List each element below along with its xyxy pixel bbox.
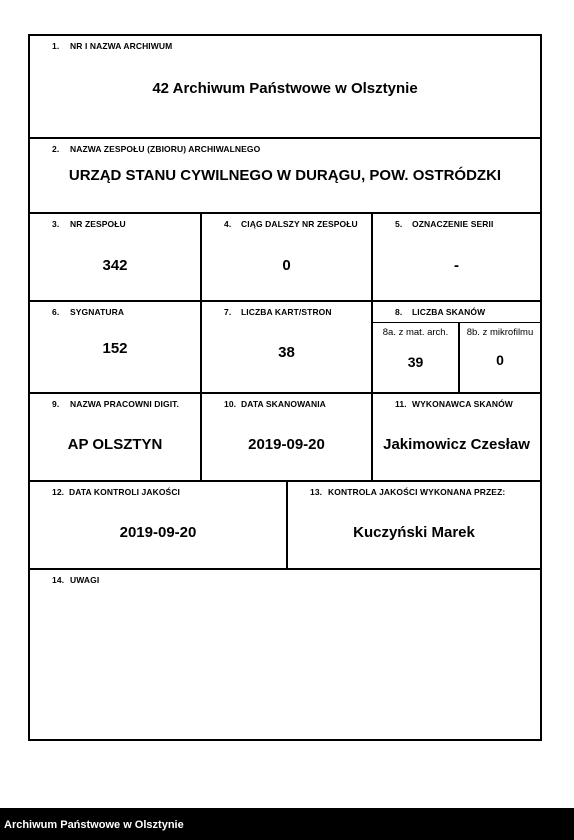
field-number: 3. bbox=[52, 219, 60, 229]
continuation-value: 0 bbox=[282, 257, 291, 274]
page-count-value: 38 bbox=[278, 344, 295, 361]
field-number: 4. bbox=[224, 219, 232, 229]
scan-microfilm-subcell bbox=[458, 323, 540, 392]
collection-number-label: NR ZESPOŁU bbox=[70, 219, 126, 229]
quality-inspector-cell bbox=[286, 482, 540, 568]
signature-label: SYGNATURA bbox=[70, 307, 125, 317]
archive-row bbox=[30, 36, 540, 139]
studio-value: AP OLSZTYN bbox=[67, 436, 163, 453]
footer-text: Archiwum Państwowe w Olsztynie bbox=[4, 819, 184, 831]
notes-cell bbox=[30, 570, 540, 739]
series-label: OZNACZENIE SERII bbox=[412, 219, 494, 229]
notes-label: UWAGI bbox=[70, 575, 100, 585]
scan-date-cell bbox=[200, 394, 371, 480]
continuation-cell bbox=[200, 214, 371, 300]
collection-number-row bbox=[30, 214, 540, 302]
field-number: 12. bbox=[52, 487, 65, 497]
scanner-value: Jakimowicz Czesław bbox=[383, 436, 530, 453]
scan-date-value: 2019-09-20 bbox=[248, 436, 325, 453]
series-cell bbox=[371, 214, 540, 300]
page-count-cell bbox=[200, 302, 371, 392]
collection-number-cell bbox=[30, 214, 200, 300]
collection-number-value: 342 bbox=[102, 257, 128, 274]
scan-archive-value: 39 bbox=[407, 354, 424, 370]
quality-date-label: DATA KONTROLI JAKOŚCI bbox=[69, 487, 181, 497]
page-count-label: LICZBA KART/STRON bbox=[241, 307, 332, 317]
field-number: 2. bbox=[52, 144, 60, 154]
field-number: 13. bbox=[310, 487, 323, 497]
signature-value: 152 bbox=[102, 340, 128, 357]
archive-cell bbox=[30, 36, 540, 137]
collection-cell bbox=[30, 139, 540, 212]
scan-date-label: DATA SKANOWANIA bbox=[241, 399, 326, 409]
collection-row bbox=[30, 139, 540, 214]
field-number: 9. bbox=[52, 399, 60, 409]
quality-inspector-value: Kuczyński Marek bbox=[353, 524, 475, 541]
studio-label: NAZWA PRACOWNI DIGIT. bbox=[70, 399, 179, 409]
archive-value: 42 Archiwum Państwowe w Olsztynie bbox=[152, 80, 418, 97]
quality-inspector-label: KONTROLA JAKOŚCI WYKONANA PRZEZ: bbox=[328, 487, 506, 497]
collection-value: URZĄD STANU CYWILNEGO W DURĄGU, POW. OSTRÓDZKI bbox=[68, 167, 502, 184]
field-number: 5. bbox=[395, 219, 403, 229]
field-number: 7. bbox=[224, 307, 232, 317]
series-value: - bbox=[454, 257, 459, 274]
archive-label: NR I NAZWA ARCHIWUM bbox=[70, 41, 173, 51]
continuation-label: CIĄG DALSZY NR ZESPOŁU bbox=[241, 219, 358, 229]
notes-row bbox=[30, 570, 540, 739]
footer-bar bbox=[0, 808, 574, 840]
studio-cell bbox=[30, 394, 200, 480]
field-number: 1. bbox=[52, 41, 60, 51]
field-number: 8. bbox=[395, 307, 403, 317]
digitization-row bbox=[30, 394, 540, 482]
field-number: 6. bbox=[52, 307, 60, 317]
field-number: 14. bbox=[52, 575, 65, 585]
quality-date-value: 2019-09-20 bbox=[119, 524, 197, 541]
scan-count-label: LICZBA SKANÓW bbox=[412, 307, 486, 317]
quality-row bbox=[30, 482, 540, 570]
scan-count-cell bbox=[371, 302, 540, 392]
field-number: 11. bbox=[395, 399, 407, 409]
scanner-label: WYKONAWCA SKANÓW bbox=[412, 399, 513, 409]
scan-archive-label: 8a. z mat. arch. bbox=[382, 327, 449, 338]
scan-microfilm-value: 0 bbox=[496, 352, 504, 368]
scanner-cell bbox=[371, 394, 540, 480]
scan-archive-subcell bbox=[373, 323, 458, 392]
field-number: 10. bbox=[224, 399, 237, 409]
scan-microfilm-label: 8b. z mikrofilmu bbox=[466, 327, 534, 338]
collection-label: NAZWA ZESPOŁU (ZBIORU) ARCHIWALNEGO bbox=[70, 144, 261, 154]
signature-cell bbox=[30, 302, 200, 392]
signature-row bbox=[30, 302, 540, 394]
quality-date-cell bbox=[30, 482, 286, 568]
metadata-form bbox=[28, 34, 542, 741]
